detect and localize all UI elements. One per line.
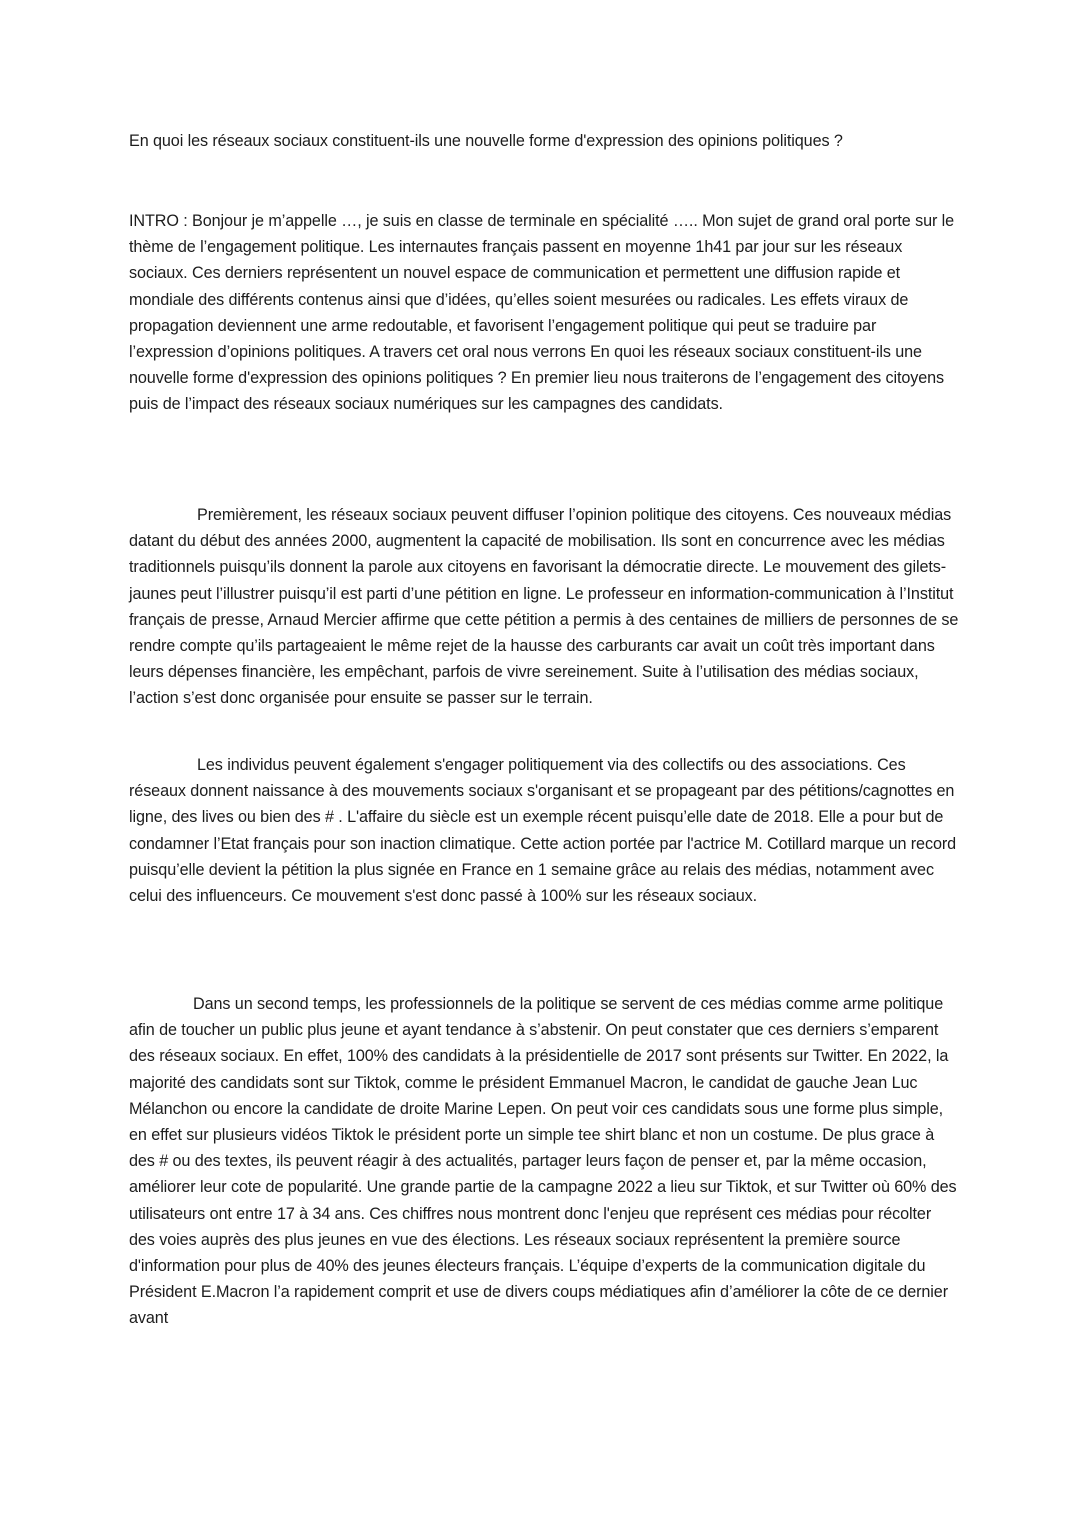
body-paragraph-1: Premièrement, les réseaux sociaux peuvent diffuser l’opinion politique des citoyens. Ces nouveaux médias datant du début des années 2000, augmentent la capacité de mobilisation. Ils sont en concurrence avec les médias traditionnels puisqu’ils donnent la parole aux citoyens en favorisant la démocratie directe. Le mouvement des gilets-jaunes peut l’illustrer puisqu’il est parti d’une pétition en ligne. Le professeur en information-communication à l’Institut français de presse, Arnaud Mercier affirme que cette pétition a permis à des centaines de milliers de personnes de se rendre compte qu’ils partageaient le même rejet de la hausse des carburants car avait un coût très important dans leurs dépenses financière, les empêchant, parfois de vivre sereinement. Suite à l’utilisation des médias sociaux, l’action s’est donc organisée pour ensuite se passer sur le terrain. [129,506,959,708]
intro-paragraph: INTRO : Bonjour je m’appelle …, je suis en classe de terminale en spécialité ….. Mon sujet de grand oral porte sur le thème de l’engagement politique. Les internautes français passent en moyenne 1h41 par jour sur les réseaux sociaux. Ces derniers représentent un nouvel espace de communication et permettent une diffusion rapide et mondiale des différents contenus ainsi que d’idées, qu’elles soient mesurées ou radicales. Les effets viraux de propagation deviennent une arme redoutable, et favorisent l’engagement politique qui peut se traduire par l’expression d’opinions politiques. A travers cet oral nous verrons En quoi les réseaux sociaux constituent-ils une nouvelle forme d'expression des opinions politiques ? En premier lieu nous traiterons de l’engagement des citoyens puis de l’impact des réseaux sociaux numériques sur les campagnes des candidats. [129,212,955,414]
body-paragraph-3: Dans un second temps, les professionnels de la politique se servent de ces médias comme arme politique afin de toucher un public plus jeune et ayant tendance à s’abstenir. On peut constater que ces derniers s’emparent des réseaux sociaux. En effet, 100% des candidats à la présidentielle de 2017 sont présents sur Twitter. En 2022, la majorité des candidats sont sur Tiktok, comme le président Emmanuel Macron, le candidat de gauche Jean Luc Mélanchon ou encore la candidate de droite Marine Lepen. On peut voir ces candidats sous une forme plus simple, en effet sur plusieurs vidéos Tiktok le président porte un simple tee shirt blanc et non un costume. De plus grace à des # ou des textes, ils peuvent réagir à des actualités, partager leurs façon de penser et, par la même occasion, améliorer leur cote de popularité. Une grande partie de la campagne 2022 a lieu sur Tiktok, et sur Twitter où 60% des utilisateurs ont entre 17 à 34 ans. Ces chiffres nous montrent donc l'enjeu que représent ces médias pour récolter des voies auprès des plus jeunes en vue des élections. Les réseaux sociaux représentent la première source d'information pour plus de 40% des jeunes électeurs français. L’équipe d’experts de la communication digitale du Président E.Macron l’a rapidement comprit et use de divers coups médiatiques afin d’améliorer la côte de ce dernier avant [129,995,957,1328]
body-paragraph-2: Les individus peuvent également s'engager politiquement via des collectifs ou des associations. Ces réseaux donnent naissance à des mouvements sociaux s'organisant et se propageant par des pétitions/cagnottes en ligne, des lives ou bien des # . L'affaire du siècle est un exemple récent puisqu’elle date de 2018. Elle a pour but de condamner l’Etat français pour son inaction climatique. Cette action portée par l'actrice M. Cotillard marque un record puisqu’elle devient la pétition la plus signée en France en 1 semaine grâce au relais des médias, notamment avec celui des influenceurs. Ce mouvement s'est donc passé à 100% sur les réseaux sociaux. [129,756,957,906]
document-title: En quoi les réseaux sociaux constituent-ils une nouvelle forme d'expression des opinions politiques ? [129,132,843,150]
